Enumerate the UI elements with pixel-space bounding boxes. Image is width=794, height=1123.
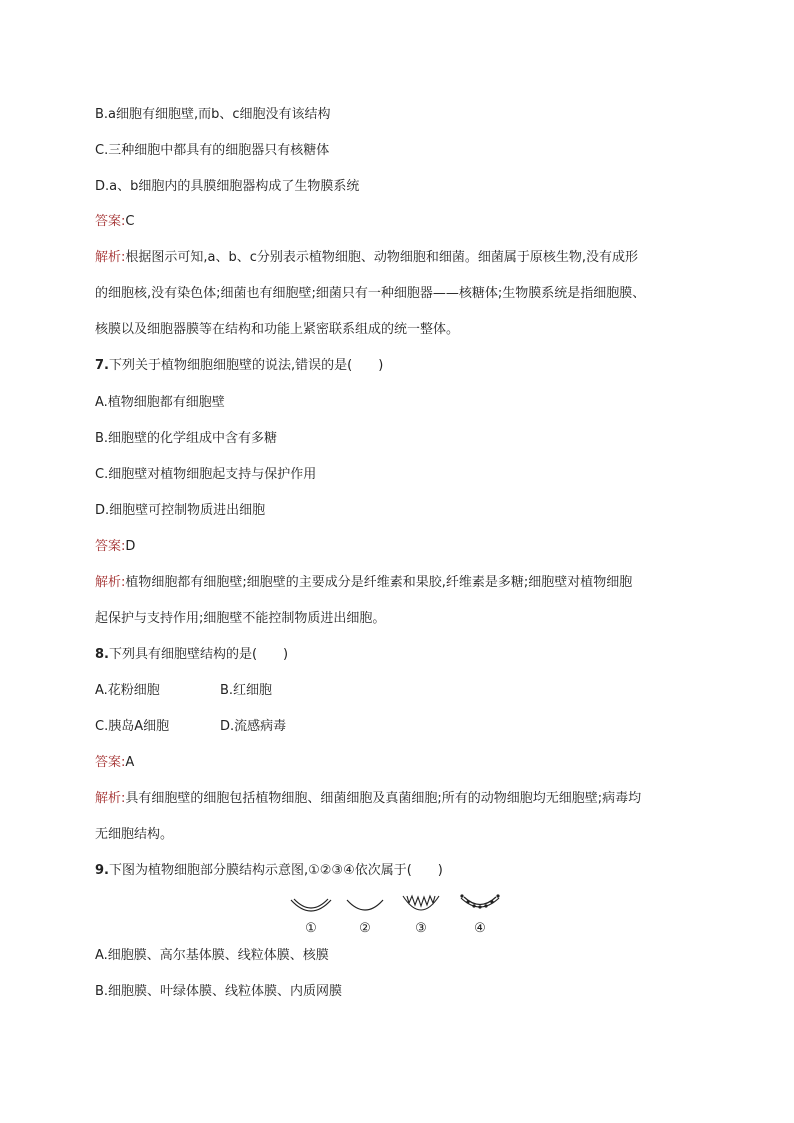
analysis-label: 解析: xyxy=(95,575,126,590)
q7-analysis-2: 起保护与支持作用;细胞壁不能控制物质进出细胞。 xyxy=(95,611,386,626)
membrane-figure xyxy=(285,890,515,938)
analysis-prev-2: 的细胞核,没有染色体;细菌也有细胞壁;细菌只有一种细胞器——核糖体;生物膜系统是指细胞膜、 xyxy=(95,286,646,301)
analysis-text: 具有细胞壁的细胞包括植物细胞、细菌细胞及真菌细胞;所有的动物细胞均无细胞壁;病毒均 xyxy=(125,791,642,806)
answer-prev xyxy=(95,213,134,231)
q7-analysis-1 xyxy=(95,574,632,592)
q8-option-a: A.花粉细胞 xyxy=(95,683,160,698)
question-stem: 下列具有细胞壁结构的是( ) xyxy=(108,647,289,662)
figure-label-2: ② xyxy=(359,921,371,936)
analysis-label: 解析: xyxy=(95,791,126,806)
q8-option-d: D.流感病毒 xyxy=(220,719,287,734)
answer-value: D xyxy=(125,539,136,554)
membrane-2-shape xyxy=(347,900,383,910)
membrane-3-shape xyxy=(403,896,439,910)
question-7 xyxy=(95,357,383,375)
q8-answer xyxy=(95,754,134,772)
question-number: 8. xyxy=(95,647,109,662)
membrane-4-dots xyxy=(460,894,499,908)
q9-option-b: B.细胞膜、叶绿体膜、线粒体膜、内质网膜 xyxy=(95,984,343,999)
option-c-prev: C.三种细胞中都具有的细胞器只有核糖体 xyxy=(95,143,330,158)
q7-option-a: A.植物细胞都有细胞壁 xyxy=(95,395,225,410)
answer-value: A xyxy=(125,755,135,770)
membrane-diagram xyxy=(285,890,515,938)
q8-analysis-2: 无细胞结构。 xyxy=(95,827,174,842)
question-8 xyxy=(95,646,288,664)
figure-label-4: ④ xyxy=(474,921,486,936)
answer-label: 答案: xyxy=(95,214,126,229)
q8-options-row-2 xyxy=(95,718,395,736)
option-b-prev: B.a细胞有细胞壁,而b、c细胞没有该结构 xyxy=(95,107,331,122)
analysis-text: 根据图示可知,a、b、c分别表示植物细胞、动物细胞和细菌。细菌属于原核生物,没有成形 xyxy=(125,250,639,265)
q7-answer xyxy=(95,538,135,556)
q8-option-b: B.红细胞 xyxy=(220,683,273,698)
q7-option-c: C.细胞壁对植物细胞起支持与保护作用 xyxy=(95,467,317,482)
option-d-prev: D.a、b细胞内的具膜细胞器构成了生物膜系统 xyxy=(95,179,360,194)
analysis-text: 植物细胞都有细胞壁;细胞壁的主要成分是纤维素和果胶,纤维素是多糖;细胞壁对植物细胞 xyxy=(125,575,633,590)
figure-label-1: ① xyxy=(305,921,317,936)
q7-option-b: B.细胞壁的化学组成中含有多糖 xyxy=(95,431,278,446)
q7-option-d: D.细胞壁可控制物质进出细胞 xyxy=(95,503,266,518)
question-stem: 下列关于植物细胞细胞壁的说法,错误的是( ) xyxy=(108,358,384,373)
answer-label: 答案: xyxy=(95,755,126,770)
question-9 xyxy=(95,862,443,880)
analysis-prev-3: 核膜以及细胞器膜等在结构和功能上紧密联系组成的统一整体。 xyxy=(95,322,460,337)
question-stem: 下图为植物细胞部分膜结构示意图,①②③④依次属于( ) xyxy=(108,863,443,878)
question-number: 9. xyxy=(95,863,109,878)
q8-analysis-1 xyxy=(95,790,641,808)
analysis-prev-1 xyxy=(95,249,638,267)
q8-option-c: C.胰岛A细胞 xyxy=(95,719,170,734)
answer-value: C xyxy=(125,214,135,229)
answer-label: 答案: xyxy=(95,539,126,554)
analysis-label: 解析: xyxy=(95,250,126,265)
figure-label-3: ③ xyxy=(415,921,427,936)
q8-options-row-1 xyxy=(95,682,395,700)
membrane-1-shape xyxy=(291,899,331,911)
question-number: 7. xyxy=(95,358,109,373)
q9-option-a: A.细胞膜、高尔基体膜、线粒体膜、核膜 xyxy=(95,948,329,963)
